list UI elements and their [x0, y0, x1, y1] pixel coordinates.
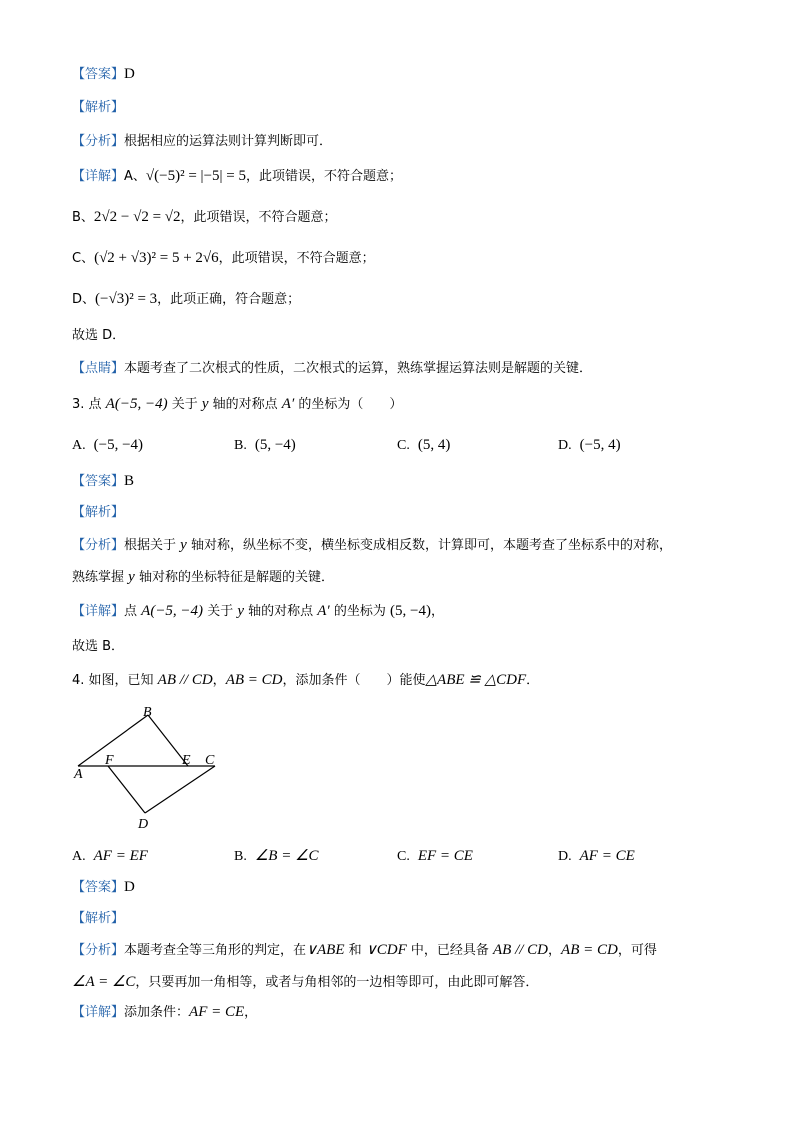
q4-detail-a: 添加条件： — [124, 1005, 190, 1020]
label-a: A — [74, 767, 83, 782]
q4-option-b-label: B. — [234, 849, 247, 864]
q4-detail-cond: AF = CE — [189, 1004, 245, 1020]
analysis-heading-q2 — [72, 98, 124, 118]
q4-fenxi-tag: 【分析】 — [72, 943, 125, 958]
option-a-comment: ，此项错误，不符合题意； — [246, 169, 403, 184]
q4-cond1: AB // CD — [157, 672, 213, 688]
q4-fenxi-tri1: ∨ABE — [306, 942, 345, 958]
q4-fenxi-1e: ，可得 — [617, 943, 657, 958]
option-c-prefix: C、 — [72, 251, 95, 266]
q3-option-d-label: D. — [558, 438, 572, 453]
q3-fenxi-2b: 轴对称的坐标特征是解题的关键． — [134, 570, 334, 585]
q4-fenxi-1c: 中，已经具备 — [406, 943, 494, 958]
q3-option-d-value: (−5, 4) — [579, 437, 621, 453]
q4-answer-value: D — [124, 879, 135, 895]
label-c: C — [205, 753, 215, 768]
q3-answer-value: B — [124, 473, 135, 489]
option-b-prefix: B、 — [72, 210, 94, 225]
q3-detail-axis: y — [237, 603, 244, 619]
q3-option-b — [234, 435, 296, 456]
q3-fenxi-2a: 熟练掌握 — [72, 570, 129, 585]
q3-detail-c: 轴的对称点 — [244, 604, 318, 619]
q4-fenxi-1a: 本题考查全等三角形的判定，在 — [124, 943, 307, 958]
q4-option-c-value: EF = CE — [417, 848, 473, 864]
q4-fenxi-1b: 和 — [344, 943, 366, 958]
q3-detail-a: 点 — [124, 604, 142, 619]
q3-fenxi-axis2: y — [128, 569, 135, 585]
q3-option-a-label: A. — [72, 438, 86, 453]
q3-fenxi-axis1: y — [180, 537, 187, 553]
detail-line-b — [72, 207, 337, 228]
segment-fd — [108, 766, 145, 813]
option-d-comment: ，此项正确，符合题意； — [157, 292, 301, 307]
answer-tag: 【答案】 — [72, 67, 125, 82]
option-d-expression: (−√3)² = 3 — [95, 291, 158, 307]
choose-text: 故选 D． — [72, 328, 126, 343]
option-c-expression: (√2 + √3)² = 5 + 2√6 — [94, 250, 219, 266]
q3-detail-tag: 【详解】 — [72, 604, 125, 619]
q4-answer-tag: 【答案】 — [72, 880, 125, 895]
q3-option-c — [397, 435, 450, 456]
analysis-tag: 【解析】 — [72, 100, 125, 115]
q3-choose-text: 故选 B． — [72, 639, 125, 654]
answer-line-q2 — [72, 64, 135, 85]
q3-detail-e: ， — [430, 604, 444, 619]
q3-detail-d: 的坐标为 — [329, 604, 390, 619]
option-b-comment: ，此项错误，不符合题意； — [180, 210, 337, 225]
q3-stem-post: 的坐标为（ ） — [294, 397, 403, 412]
q3-fenxi-tag: 【分析】 — [72, 538, 125, 553]
q3-answer-tag: 【答案】 — [72, 474, 125, 489]
detail-line-d — [72, 289, 300, 310]
q4-goal: △ABE ≌ △CDF — [425, 672, 527, 688]
q3-fenxi-1b: 轴对称，纵坐标不变，横坐标变成相反数，计算即可，本题考查了坐标系中的对称， — [186, 538, 672, 553]
q4-geometry-figure — [60, 698, 235, 838]
choose-line-q2 — [72, 326, 125, 346]
q3-option-d — [558, 435, 621, 456]
q3-option-c-label: C. — [397, 438, 410, 453]
q4-option-c-label: C. — [397, 849, 410, 864]
label-b: B — [143, 705, 152, 720]
q3-analysis-tag: 【解析】 — [72, 505, 125, 520]
q3-stem-mid: 关于 — [167, 397, 202, 412]
q3-point: A(−5, −4) — [105, 396, 168, 412]
q4-stem-pre: 4. 如图，已知 — [72, 673, 158, 688]
q4-option-a-value: AF = EF — [93, 848, 148, 864]
q3-option-a — [72, 435, 143, 456]
q3-point2: A′ — [281, 396, 295, 412]
q4-analysis-tag: 【解析】 — [72, 911, 125, 926]
label-d: D — [138, 817, 149, 832]
q4-detail-tag: 【详解】 — [72, 1005, 125, 1020]
q3-fenxi-line2 — [72, 567, 334, 588]
q4-fenxi-tri2: ∨CDF — [365, 942, 407, 958]
option-a-expression: √(−5)² = |−5| = 5 — [145, 168, 246, 184]
q4-stem-mid: ，添加条件（ ）能使 — [282, 673, 426, 688]
q3-detail-point2: A′ — [317, 603, 330, 619]
question-3-stem — [72, 394, 402, 415]
q4-cond2: AB = CD — [225, 672, 283, 688]
detail-tag: 【详解】 — [72, 169, 125, 184]
option-c-comment: ，此项错误，不符合题意； — [218, 251, 375, 266]
q4-option-a — [72, 846, 148, 867]
q4-detail-line — [72, 1002, 257, 1023]
option-a-prefix: A、 — [124, 169, 146, 184]
q3-detail-point: A(−5, −4) — [141, 603, 204, 619]
label-e: E — [182, 753, 191, 768]
q3-detail-b: 关于 — [203, 604, 238, 619]
q3-detail-value: (5, −4) — [389, 603, 431, 619]
fenxi-tag: 【分析】 — [72, 134, 125, 149]
q4-option-d-value: AF = CE — [579, 848, 635, 864]
comment-tag: 【点睛】 — [72, 361, 125, 376]
option-d-prefix: D、 — [72, 292, 96, 307]
fenxi-line-q2 — [72, 132, 332, 152]
q4-stem-sep: ， — [212, 673, 226, 688]
q3-detail-line — [72, 601, 444, 622]
q4-option-c — [397, 846, 473, 867]
answer-line-q3 — [72, 471, 134, 492]
q4-option-d-label: D. — [558, 849, 572, 864]
answer-value: D — [124, 66, 135, 82]
q4-option-b-value: ∠B = ∠C — [254, 848, 319, 864]
q3-option-b-label: B. — [234, 438, 247, 453]
detail-line-c — [72, 248, 375, 269]
q4-fenxi-line1 — [72, 940, 657, 961]
q3-option-a-value: (−5, −4) — [93, 437, 144, 453]
question-4-stem — [72, 670, 539, 691]
analysis-heading-q4 — [72, 909, 124, 929]
choose-line-q3 — [72, 637, 124, 657]
q3-stem-pre: 3. 点 — [72, 397, 106, 412]
q4-detail-b: ， — [244, 1005, 258, 1020]
q4-option-a-label: A. — [72, 849, 86, 864]
comment-text: 本题考查了二次根式的性质，二次根式的运算，熟练掌握运算法则是解题的关键． — [124, 361, 593, 376]
q4-fenxi-line2 — [72, 972, 538, 993]
q4-option-b — [234, 846, 319, 867]
answer-line-q4 — [72, 877, 135, 898]
q4-fenxi-2b: ，只要再加一角相等，或者与角相邻的一边相等即可，由此即可解答． — [135, 975, 539, 990]
q4-option-d — [558, 846, 635, 867]
q4-fenxi-cond2: AB = CD — [561, 942, 618, 958]
q3-fenxi-1a: 根据关于 — [124, 538, 181, 553]
option-b-expression: 2√2 − √2 = √2 — [93, 209, 181, 225]
q3-option-c-value: (5, 4) — [417, 437, 451, 453]
q4-fenxi-cond1: AB // CD — [493, 942, 549, 958]
q3-fenxi-line1 — [72, 535, 672, 556]
q4-fenxi-angle: ∠A = ∠C — [72, 974, 136, 990]
fenxi-text: 根据相应的运算法则计算判断即可． — [124, 134, 333, 149]
analysis-heading-q3 — [72, 503, 124, 523]
q3-axis: y — [201, 396, 209, 412]
q4-stem-post: ． — [526, 673, 540, 688]
comment-line-q2 — [72, 359, 592, 379]
q4-fenxi-1d: ， — [548, 943, 562, 958]
segment-dc — [145, 766, 215, 813]
q3-option-b-value: (5, −4) — [254, 437, 296, 453]
label-f: F — [105, 753, 114, 768]
q3-stem-mid2: 轴的对称点 — [208, 397, 282, 412]
detail-line-a — [72, 166, 402, 187]
